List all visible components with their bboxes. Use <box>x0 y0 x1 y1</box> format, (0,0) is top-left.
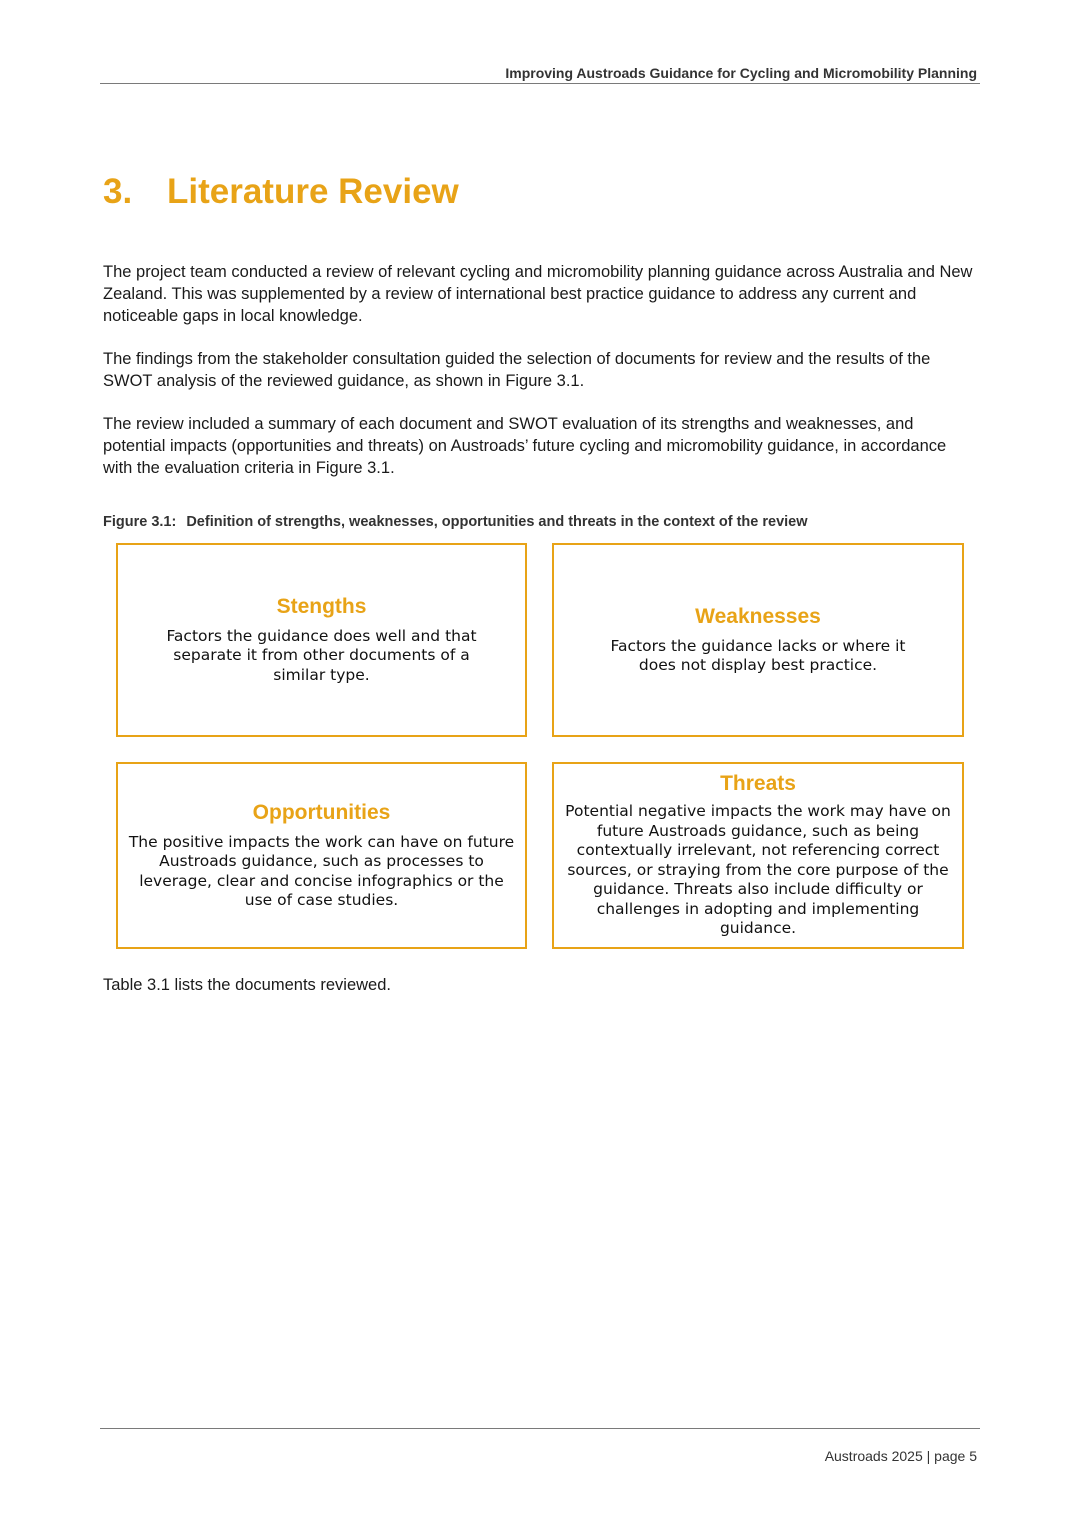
footer-divider <box>100 1428 980 1429</box>
swot-box-weaknesses <box>552 543 964 737</box>
review-paragraph: The review included a summary of each document and SWOT evaluation of its strengths and weaknesses, and potential impacts (opportunities and threats) on Austroads’ future cycling and micromobility guidance, in accordance with the evaluation criteria in Figure 3.1. <box>103 415 947 477</box>
swot-text-opportunities: The positive impacts the work can have on future Austroads guidance, such as processes to leverage, clear and concise infographics or the use of case studies. <box>128 832 515 909</box>
table-reference-paragraph: Table 3.1 lists the documents reviewed. <box>103 976 391 994</box>
swot-box-strengths <box>116 543 527 737</box>
chapter-number: 3. <box>103 172 133 211</box>
header-divider <box>100 83 980 84</box>
swot-text-weaknesses: Factors the guidance lacks or where it does not display best practice. <box>610 636 906 674</box>
swot-title-strengths: Stengths <box>276 594 367 618</box>
swot-text-strengths: Factors the guidance does well and that separate it from other documents of a similar type. <box>166 626 477 684</box>
swot-title-weaknesses: Weaknesses <box>695 604 821 628</box>
page-footer: Austroads 2025 | page 5 <box>824 1448 977 1464</box>
swot-text-threats: Potential negative impacts the work may have on future Austroads guidance, such as being contextually irrelevant, not referencing correct sources, or straying from the core purpose of the guidance. Threats also include difficulty or challenges in adopting and implementing guidance. <box>565 802 951 938</box>
chapter-title: Literature Review <box>167 172 459 211</box>
swot-box-opportunities <box>116 762 527 949</box>
intro-paragraph: The project team conducted a review of relevant cycling and micromobility planning guidance across Australia and New Zealand. This was supplemented by a review of international best practice guidance to address any current and noticeable gaps in local knowledge. <box>103 263 973 325</box>
figure-label: Figure 3.1: <box>103 514 177 530</box>
figure-caption <box>103 514 808 530</box>
swot-title-opportunities: Opportunities <box>252 800 391 824</box>
swot-box-threats <box>552 762 964 949</box>
swot-title-threats: Threats <box>720 772 796 796</box>
findings-paragraph: The findings from the stakeholder consultation guided the selection of documents for review and the results of the SWOT analysis of the reviewed guidance, as shown in Figure 3.1. <box>103 350 931 390</box>
chapter-heading <box>103 172 459 212</box>
figure-caption-text: Definition of strengths, weaknesses, opportunities and threats in the context of the review <box>186 514 808 530</box>
running-header-title: Improving Austroads Guidance for Cycling and Micromobility Planning <box>505 65 977 81</box>
